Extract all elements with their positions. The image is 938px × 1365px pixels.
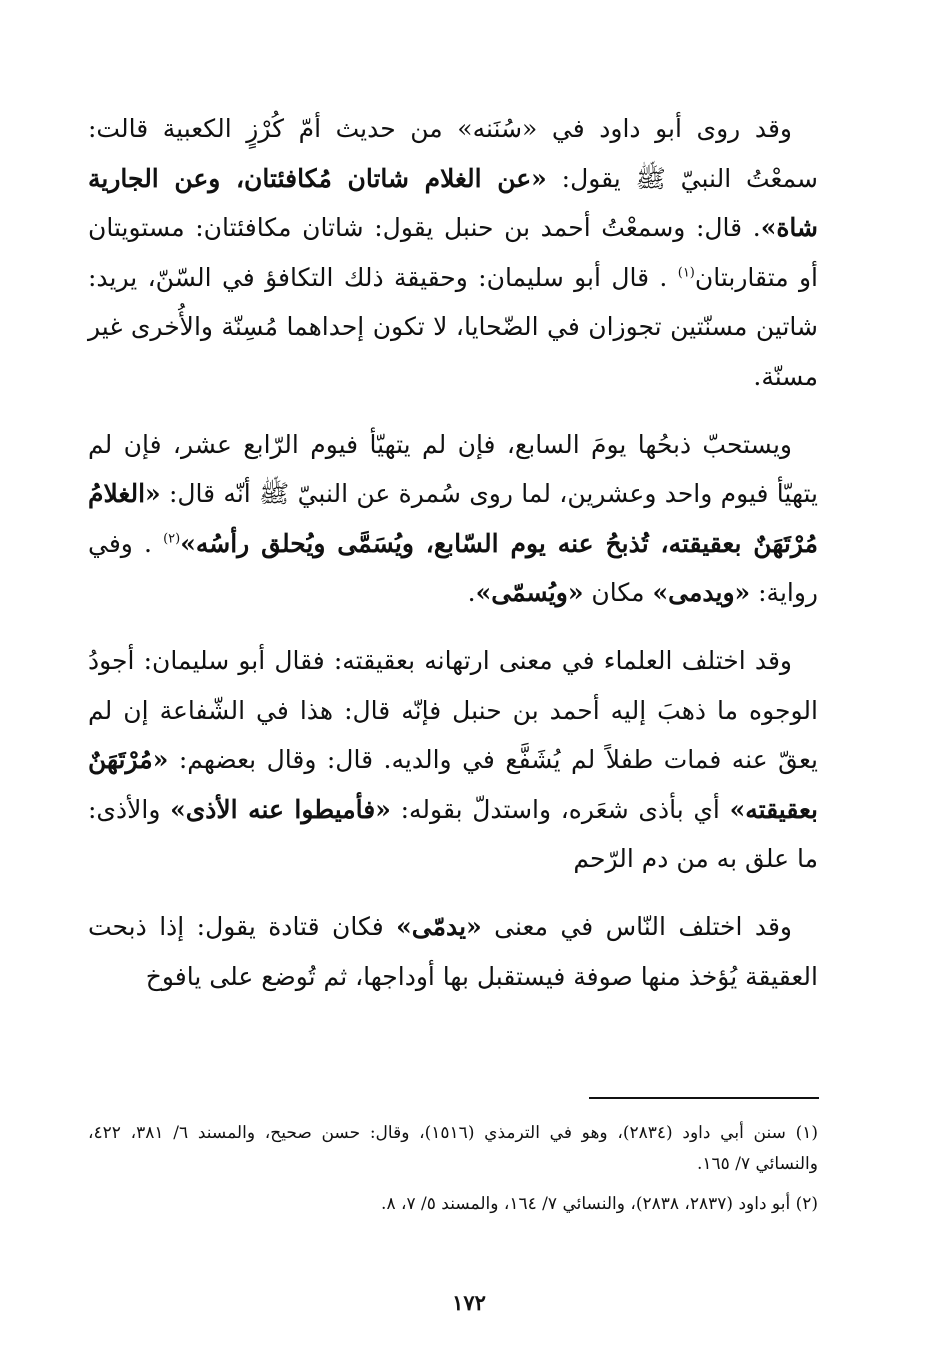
text-segment: . قال أبو سليمان: وحقيقة ذلك التكافؤ في السّنّ، يريد: شاتين مسنّتين تجوزان في الضّحايا، لا تكون إحداهما مُسِنّة والأُخرى غير مسنّة. (88, 262, 818, 391)
hadith-quote: «مُرْتَهَنٌ بعقيقته» (88, 745, 818, 824)
footnotes (88, 1118, 818, 1229)
text-segment: وقد اختلف النّاس في معنى (481, 911, 792, 941)
hadith-quote: «ويُسمّى» (475, 578, 584, 608)
text-segment: . قال: وسمعْتُ أحمد بن حنبل يقول: شاتان مكافئتان: مستويتان أو متقاربتان (88, 213, 819, 292)
text-segment: والأذى: ما علق به من دم الرّحم (88, 794, 818, 874)
text-segment: وقد اختلف العلماء في معنى ارتهانه بعقيقته: فقال أبو سليمان: أجودُ الوجوه ما ذهبَ إليه أحمد بن حنبل فإنّه قال: هذا في الشّفاعة إن لم يعقّ عنه فمات طفلاً لم يُشَفَّع في والديه. قال: وقال بعضهم: (88, 645, 818, 775)
text-segment: أي بأذى شعَره، واستدلّ بقوله: (390, 794, 730, 824)
text-segment: . (467, 578, 476, 608)
text-segment: وقد روى أبو داود في «سُنَنه» من حديث أمّ كُرْزٍ الكعبية قالت: سمعْتُ النبيّ ﷺ يقول: (88, 114, 818, 193)
paragraph (88, 420, 818, 618)
hadith-quote: «ويدمى» (652, 578, 751, 608)
paragraph (88, 104, 818, 402)
hadith-quote: «فأميطوا عنه الأذى» (170, 794, 391, 824)
footnote-separator (589, 1097, 819, 1099)
hadith-quote: «الغلامُ مُرْتَهَنٌ بعقيقته، تُذبحُ عنه يوم السّابع، ويُسَمَّى ويُحلق رأسُه» (88, 479, 818, 558)
text-segment: ويستحبّ ذبحُها يومَ السابع، فإن لم يتهيّأ فيوم الرّابع عشر، فإن لم يتهيّأ فيوم واحد وعشرين، لما روى سُمرة عن النبيّ ﷺ أنّه قال: (88, 429, 818, 509)
footnote-ref: (٢) (163, 531, 181, 547)
text-segment: فكان قتادة يقول: إذا ذبحت العقيقة يُؤخذ منها صوفة فيستقبل بها أوداجها، ثم تُوضع على يافوخ (88, 911, 818, 991)
text-segment: مكان (583, 578, 653, 608)
hadith-quote: «يدمّى» (396, 911, 482, 941)
footnote: (٢) أبو داود (٢٨٣٧، ٢٨٣٨)، والنسائي ٧/ ١٦٤، والمسند ٥/ ٧، ٨. (381, 1194, 818, 1214)
paragraph (88, 636, 818, 884)
footnote: (١) سنن أبي داود (٢٨٣٤)، وهو في الترمذي (١٥١٦)، وقال: حسن صحيح، والمسند ٦/ ٣٨١، ٤٢٢، والنسائي ٧/ ١٦٥. (88, 1123, 818, 1174)
page-number: ١٧٢ (452, 1290, 486, 1315)
main-text (88, 104, 818, 1019)
text-segment: . وفي رواية: (88, 528, 818, 608)
paragraph (88, 902, 818, 1001)
footnote-ref: (١) (677, 265, 695, 281)
hadith-quote: «عن الغلام شاتان مُكافئتان، وعن الجارية شاة» (88, 163, 818, 243)
